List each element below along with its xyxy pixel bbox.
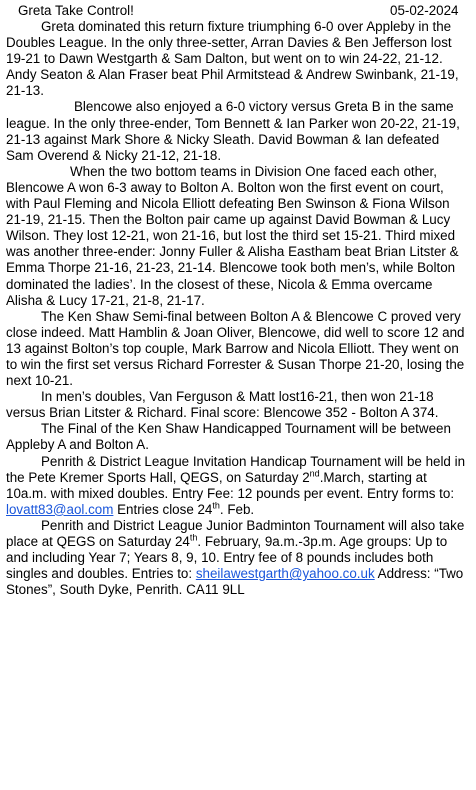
invitation-text-3: Entries close 24 — [113, 501, 213, 517]
article-header — [6, 3, 470, 19]
junior-text-1: Penrith and District League Junior Badminton Tournament will also take place at QEGS on Saturday 24 — [6, 517, 465, 549]
paragraph-ken-shaw-semi-final: The Ken Shaw Semi-final between Bolton A & Blencowe C proved very close indeed. Matt Hamblin & Joan Oliver, Blencowe, did well to score 12 and 13 against Bolton’s top couple, Mark Barrow and Nicola Elliott. They went on to win the first set versus Richard Forrester & Susan Thorpe 21-20, losing the next 10-21. — [6, 308, 465, 389]
invitation-text-4: . Feb. — [219, 501, 255, 517]
paragraph-junior-tournament — [6, 518, 470, 598]
article-title: Greta Take Control! — [18, 3, 134, 18]
junior-text-2: . February, 9a.m.-3p.m. Age groups: Up to and including Year 7; Years 8, 9, 10. Entry fee of 8 pounds includes both singles and doubles. Entries to: — [6, 534, 448, 582]
paragraph-blencowe-greta-b: Blencowe also enjoyed a 6-0 victory versus Greta B in the same league. In the only three-ender, Tom Bennett & Ian Parker won 20-22, 21-19, 21-13 against Mark Shore & Nicky Sleath. David Bowman & Ian defeated Sam Overend & Nicky 21-12, 21-18. — [6, 99, 460, 163]
invitation-text-1: Penrith & District League Invitation Handicap Tournament will be held in the Pete Kremer Sports Hall, QEGS, on Saturday 2 — [6, 453, 466, 485]
paragraph-greta-appleby: Greta dominated this return fixture triumphing 6-0 over Appleby in the Doubles League. In the only three-setter, Arran Davies & Ben Jefferson lost 19-21 to Dawn Westgarth & Sam Dalton, but went on to win 24-22, 21-12. Andy Seaton & Alan Fraser beat Phil Armitstead & Andrew Swinbank, 21-19, 21-13. — [6, 19, 459, 99]
invitation-email-link[interactable]: lovatt83@aol.com — [6, 501, 114, 517]
invitation-superscript-th: th — [212, 500, 220, 511]
junior-text-3: Address: “Two Stones”, South Dyke, Penrith. CA11 9LL — [6, 566, 464, 598]
article-date: 05-02-2024 — [390, 3, 459, 18]
paragraph-mens-doubles: In men’s doubles, Van Ferguson & Matt lost16-21, then won 21-18 versus Brian Litster & Richard. Final score: Blencowe 352 - Bolton A 374. — [6, 389, 439, 421]
invitation-text-2: .March, starting at 10a.m. with mixed doubles. Entry Fee: 12 pounds per event. Entry forms to: — [6, 469, 455, 501]
paragraph-invitation-tournament — [6, 454, 470, 518]
invitation-superscript-nd: nd — [309, 468, 320, 479]
junior-superscript-th: th — [189, 532, 198, 543]
junior-email-link[interactable]: sheilawestgarth@yahoo.co.uk — [195, 566, 375, 582]
paragraph-division-one: When the two bottom teams in Division One faced each other, Blencowe A won 6-3 away to Bolton A. Bolton won the first event on court, with Paul Fleming and Nicola Elliott defeating Ben Swinson & Fiona Wilson 21-19, 21-15. Then the Bolton pair came up against David Bowman & Lucy Wilson. They lost 12-21, won 21-16, but lost the third set 15-21. Third mixed was another three-ender: Jonny Fuller & Alisha Eastham beat Brian Litster & Emma Thorpe 21-16, 21-23, 21-14. Blencowe took both men’s, while Bolton dominated the ladies’. In the closest of these, Nicola & Emma overcame Alisha & Lucy 17-21, 21-8, 21-17. — [6, 163, 459, 308]
paragraph-ken-shaw-final: The Final of the Ken Shaw Handicapped Tournament will be between Appleby A and Bolton A. — [6, 421, 451, 453]
